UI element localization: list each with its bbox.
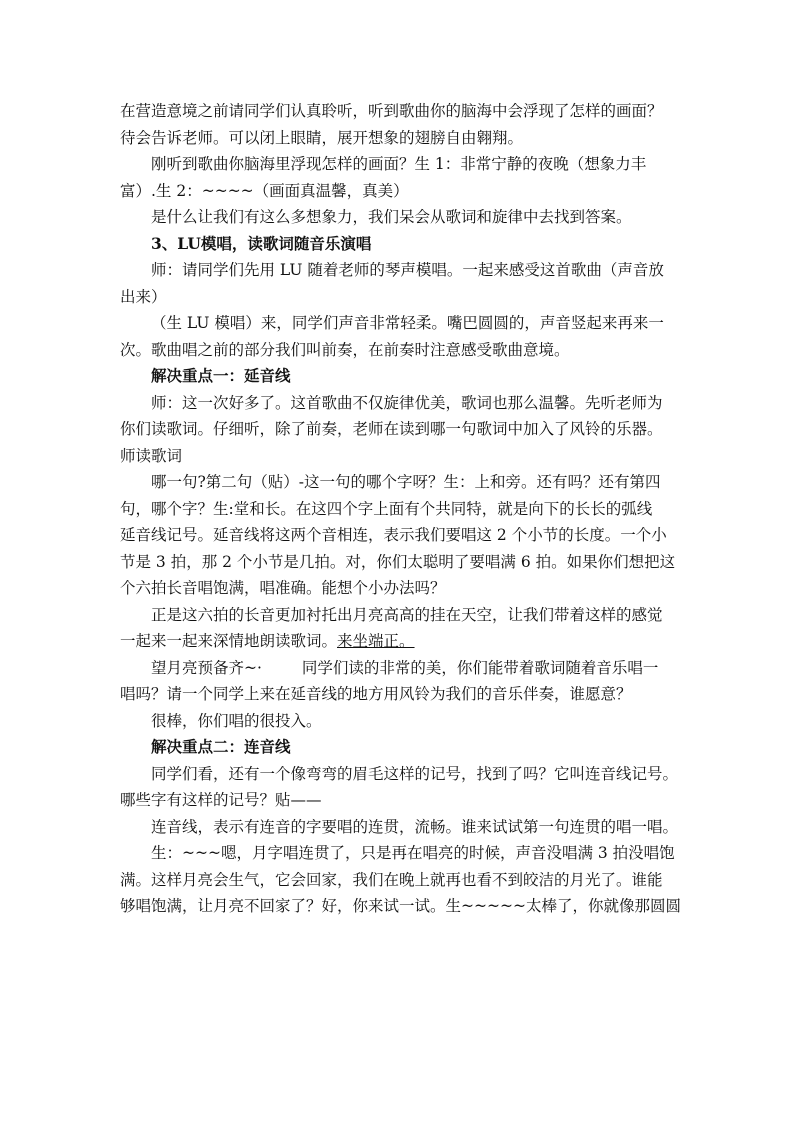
paragraph-line: 满。这样月亮会生气，它会回家，我们在晚上就再也看不到皎洁的月光了。谁能: [120, 870, 663, 889]
paragraph-line: 哪一句?第二句（贴）-这一句的哪个字呀？生：上和旁。还有吗？还有第四: [151, 473, 661, 491]
paragraph-line: 师读歌词: [120, 446, 183, 465]
paragraph-line: 个六拍长音唱饱满，唱准确。能想个小办法吗？: [120, 579, 446, 597]
line-text: 同学们读的非常的美，你们能带着歌词随着音乐唱一: [301, 658, 659, 677]
paragraph-line: 节是 3 拍，那 2 个小节是几拍。对，你们太聪明了要唱满 6 拍。如果你们想把这: [120, 552, 676, 571]
paragraph-line: 在营造意境之前请同学们认真聆听，听到歌曲你的脑海中会浮现了怎样的画面？: [120, 102, 663, 120]
paragraph-line: 富）.生 2：~~~~（画面真温馨，真美）: [120, 181, 409, 200]
paragraph-line: 唱吗？请一个同学上来在延音线的地方用风铃为我们的音乐伴奏，谁愿意？: [120, 685, 632, 703]
paragraph-line: 师：请同学们先用 LU 随着老师的琴声模唱。一起来感受这首歌曲（声音放: [151, 261, 664, 279]
paragraph-line: 延音线记号。延音线将这两个音相连，表示我们要唱这 2 个小节的长度。一个小: [120, 526, 667, 544]
underlined-text: 来坐端正。: [337, 632, 415, 650]
line-text: 望月亮预备齐~·: [151, 658, 262, 677]
paragraph-line: 师：这一次好多了。这首歌曲不仅旋律优美，歌词也那么温馨。先听老师为: [151, 393, 663, 412]
section-heading: 3、LU模唱，读歌词随音乐演唱: [151, 233, 372, 253]
paragraph-line: 次。歌曲唱之前的部分我们叫前奏，在前奏时注意感受歌曲意境。: [120, 340, 570, 359]
paragraph-line: 生：~~~嗯，月字唱连贯了，只是再在唱亮的时候，声音没唱满 3 拍没唱饱: [151, 844, 675, 862]
section-heading: 解决重点二：连音线: [151, 737, 291, 756]
paragraph-line: 你们读歌词。仔细听，除了前奏，老师在读到哪一句歌词中加入了风铃的乐器。: [120, 420, 663, 438]
paragraph-line: 出来）: [120, 287, 167, 306]
paragraph-line: [120, 628, 680, 655]
paragraph-line: 待会告诉老师。可以闭上眼睛，展开想象的翅膀自由翱翔。: [120, 128, 524, 147]
line-text: 一起来一起来深情地朗读歌词。: [120, 632, 338, 650]
paragraph-line: 够唱饱满，让月亮不回家了？好，你来试一试。生~~~~~太棒了，你就像那圆圆: [120, 897, 681, 915]
paragraph-line: 很棒，你们唱的很投入。: [151, 711, 322, 730]
paragraph-line: 同学们看，还有一个像弯弯的眉毛这样的记号，找到了吗？它叫连音线记号。: [151, 764, 679, 783]
paragraph-line: （生 LU 模唱）来，同学们声音非常轻柔。嘴巴圆圆的，声音竖起来再来一: [151, 314, 664, 332]
paragraph-line: [120, 655, 680, 682]
paragraph-line: 正是这六拍的长音更加衬托出月亮高高的挂在天空，让我们带着这样的感觉: [151, 605, 663, 624]
paragraph-line: 连音线，表示有连音的字要唱的连贯，流畅。谁来试试第一句连贯的唱一唱。: [151, 817, 679, 836]
paragraph-line: 是什么让我们有这么多想象力，我们呆会从歌词和旋律中去找到答案。: [151, 208, 632, 226]
document-page: [120, 98, 680, 920]
paragraph-line: 哪些字有这样的记号？贴——: [120, 791, 322, 809]
paragraph-line: 刚听到歌曲你脑海里浮现怎样的画面？生 1：非常宁静的夜晚（想象力丰: [151, 155, 647, 173]
paragraph-line: 句，哪个字？生:堂和长。在这四个字上面有个共同特，就是向下的长长的弧线: [120, 499, 653, 518]
section-heading: 解决重点一：延音线: [151, 366, 291, 385]
